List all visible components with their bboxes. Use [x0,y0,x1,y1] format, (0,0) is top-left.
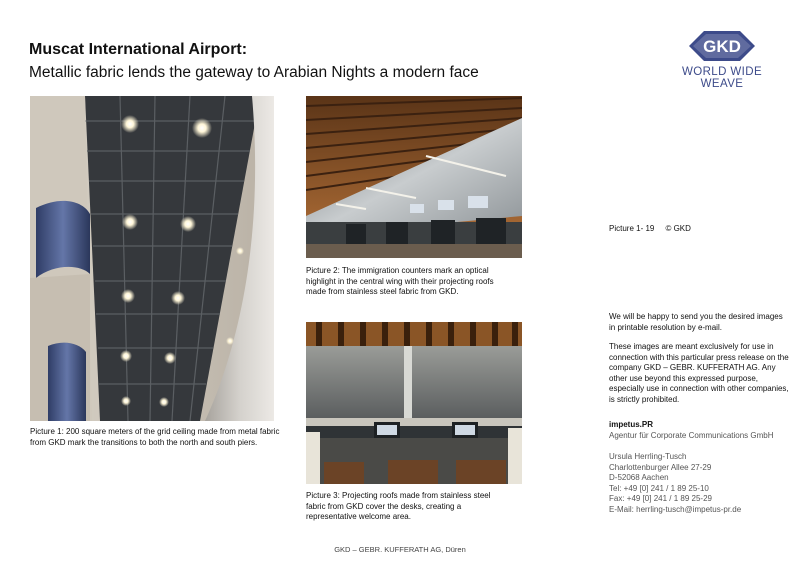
page-footer: GKD – GEBR. KUFFERATH AG, Düren [334,545,466,554]
usage-notice-text: These images are meant exclusively for use in connection with this particular press release on the company GKD – GEBR. KUFFERATH AG. Any other use beyond this expressed purpose, especially use in connection with other companies, is strictly prohibited. [609,342,789,404]
picture-1-caption: Picture 1: 200 square meters of the grid ceiling made from metal fabric from GKD mark the transitions to both the north and south piers. [30,427,280,447]
page-title: Muscat International Airport: [29,41,248,58]
picture-3-caption: Picture 3: Projecting roofs made from stainless steel fabric from GKD cover the desks, creating a representative welcome area. [306,491,491,521]
logo-tagline: WORLD WIDE WEAVE [681,66,763,90]
contact-block [609,452,789,515]
picture-2-caption: Picture 2: The immigration counters mark an optical highlight in the central wing with their projecting roofs made from stainless steel fabric from GKD. [306,266,494,296]
logo-mark-text: GKD [703,37,741,56]
contact-city: D-52068 Aachen [609,473,669,482]
agency-description: Agentur für Corporate Communications GmbH [609,431,774,440]
contact-fax: Fax: +49 [0] 241 / 1 89 25-29 [609,494,712,503]
page-subtitle: Metallic fabric lends the gateway to Arabian Nights a modern face [29,64,479,81]
picture-3-image [306,322,522,484]
agency-name: impetus.PR [609,420,654,429]
contact-street: Charlottenburger Allee 27-29 [609,462,712,472]
picture-credit: Picture 1- 19 © GKD [609,224,691,233]
gkd-logo-icon [688,30,756,62]
picture-2-image [306,96,522,258]
contact-email[interactable]: E-Mail: herrling-tusch@impetus-pr.de [609,504,742,514]
gkd-logo [660,30,784,90]
picture-1-image [30,96,274,421]
contact-tel: Tel: +49 [0] 241 / 1 89 25-10 [609,483,709,493]
contact-name: Ursula Herrling-Tusch [609,452,687,461]
resolution-offer-text: We will be happy to send you the desired images in printable resolution by e-mail. [609,312,783,332]
